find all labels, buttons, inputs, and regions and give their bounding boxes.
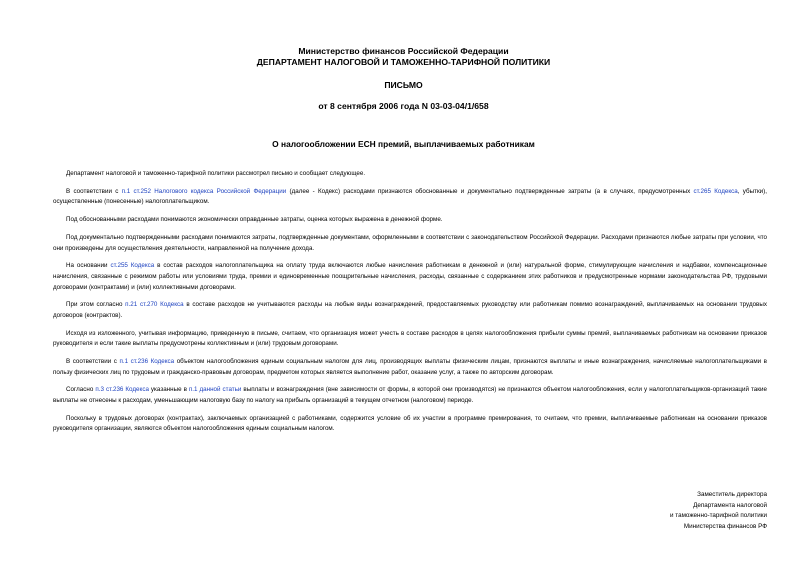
link-art-270[interactable]: п.21 ст.270 Кодекса (125, 301, 184, 309)
letterhead (0, 46, 807, 68)
link-this-article-p1[interactable]: п.1 данной статьи (188, 386, 242, 394)
paragraph-4: Под документально подтвержденными расходами понимаются затраты, подтвержденные документами, оформленными в соответствии с законодательством Российской Федерации. Расходами признаются любые затраты при условии, что они произведены для осуществления деятельности, направленной на получение дохода. (53, 233, 767, 252)
link-art-236-p3[interactable]: п.3 ст.236 Кодекса (95, 386, 149, 394)
paragraph-8 (53, 357, 767, 378)
paragraph-6 (53, 300, 767, 321)
link-art-255[interactable]: ст.255 Кодекса (110, 262, 155, 270)
paragraph-2 (53, 187, 767, 208)
signature-block (670, 490, 767, 532)
paragraph-9 (53, 385, 767, 406)
department-name: ДЕПАРТАМЕНТ НАЛОГОВОЙ И ТАМОЖЕННО-ТАРИФНОЙ ПОЛИТИКИ (256, 57, 551, 67)
paragraph-text: Согласно (66, 386, 96, 394)
paragraph-text: , убытки), осуществленные (понесенные) налогоплательщиком. (53, 187, 767, 206)
paragraph-text: В соответствии с (66, 187, 122, 195)
ministry-name: Министерство финансов Российской Федерации (298, 46, 509, 56)
paragraph-text: в состав расходов налогоплательщика на оплату труда включаются любые начисления работникам в денежной и (или) натуральной форме, стимулирующие начисления и надбавки, компенсационные начисления, связанные с режимом работы или условиями труда, премии и единовременные поощрительные начисления, расходы, связанные с содержанием этих работников и предусмотренные нормами законодательства РФ, трудовыми договорами (контрактами) и (или) коллективными договорами. (53, 262, 767, 291)
paragraph-text: На основании (66, 262, 111, 270)
link-art-236-p1[interactable]: п.1 ст.236 Кодекса (119, 358, 175, 366)
signatory-position: Заместитель директора (697, 491, 767, 498)
paragraph-text: в составе расходов не учитываются расходы на любые виды вознаграждений, предоставляемых руководству или работникам помимо вознаграждений, выплачиваемых на основании трудовых договоров (контрактов). (53, 301, 767, 319)
document-type: ПИСЬМО (384, 80, 423, 90)
signatory-department: Департамента налоговой (693, 501, 767, 509)
paragraph-1: Департамент налоговой и таможенно-тарифной политики рассмотрел письмо и сообщает следующее. (66, 170, 366, 177)
document-body (53, 169, 767, 442)
document-date-number: от 8 сентября 2006 года N 03-03-04/1/658 (318, 101, 489, 111)
paragraph-3: Под обоснованными расходами понимаются экономически оправданные затраты, оценка которых выражена в денежной форме. (66, 216, 443, 224)
paragraph-text: (далее - Кодекс) расходами признаются обоснованные и документально подтвержденные затраты (а в случаях, предусмотренных (286, 187, 694, 195)
paragraph-text: объектом налогообложения единым социальным налогом для лиц, производящих выплаты физическим лицам, признаются выплаты и иные вознаграждения, начисляемые налогоплательщиками в пользу физических лиц по трудовым и гражданско-правовым договорам, предметом которых является выполнение работ, оказание услуг, а также по авторским договорам. (53, 358, 767, 376)
signatory-ministry: Министерства финансов РФ (683, 522, 767, 530)
paragraph-text: выплаты и вознаграждения (вне зависимости от формы, в которой они производятся) не признаются объектом налогообложения, если у налогоплательщиков-организаций такие выплаты не отнесены к расходам, уменьшающим налоговую базу по налогу на прибыль организаций в текущем отчетном (налоговом) периоде. (53, 386, 767, 404)
document-title: О налогообложении ЕСН премий, выплачиваемых работникам (272, 139, 535, 149)
paragraph-10: Поскольку в трудовых договорах (контрактах), заключаемых организацией с работниками, содержится условие об их участии в программе премирования, то считаем, что премии, выплачиваемые работникам на основании приказов руководителя организации, являются объектом налогообложения единым социальным налогом. (53, 414, 767, 433)
link-tax-code-art-252[interactable]: п.1 ст.252 Налогового кодекса Российской Федерации (121, 187, 287, 195)
paragraph-text: указанные в (148, 386, 189, 394)
link-art-265[interactable]: ст.265 Кодекса (693, 187, 738, 195)
signatory-department-cont: и таможенно-тарифной политики (669, 512, 767, 520)
paragraph-text: При этом согласно (66, 301, 126, 309)
paragraph-7: Исходя из изложенного, учитывая информацию, приведенную в письме, считаем, что организация может учесть в составе расходов в целях налогообложения прибыли суммы премий, выплачиваемых работникам на основании приказов руководителя и если такие выплаты предусмотрены коллективным и (или) трудовым договорами. (53, 329, 767, 348)
paragraph-text: В соответствии с (66, 358, 120, 366)
paragraph-5 (53, 261, 767, 293)
